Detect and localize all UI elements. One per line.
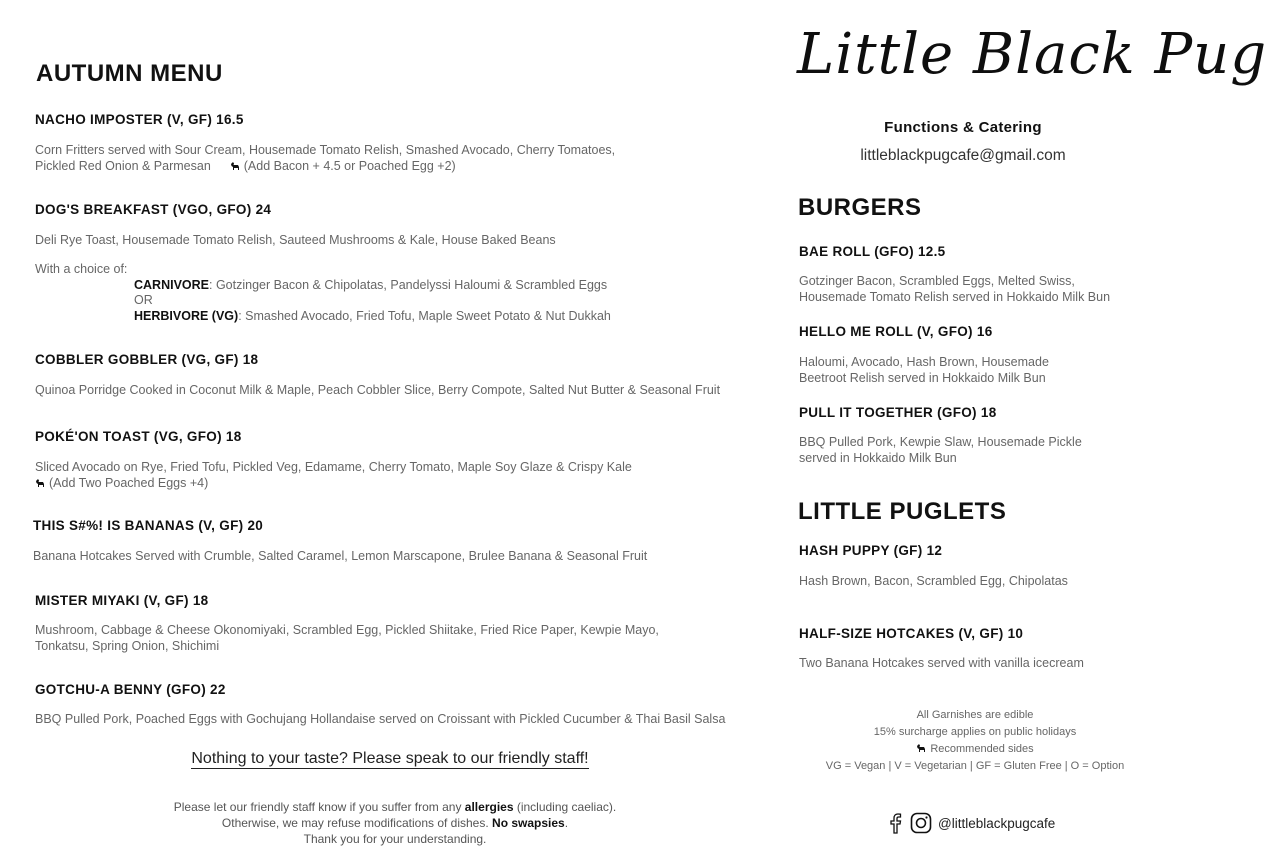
functions-label: Functions & Catering <box>884 119 1042 136</box>
choice-text: : Gotzinger Bacon & Chipolatas, Pandelyssi Haloumi & Scrambled Eggs <box>209 278 608 292</box>
menu-item-desc: Deli Rye Toast, Housemade Tomato Relish, Sauteed Mushrooms & Kale, House Baked Beans <box>35 233 556 247</box>
allergy-text: (including caeliac). <box>513 800 617 814</box>
pug-icon <box>35 478 45 488</box>
choice-or: OR <box>134 293 153 307</box>
note-line: VG = Vegan | V = Vegetarian | GF = Gluten Free | O = Option <box>825 760 1125 772</box>
desc-line <box>35 476 632 492</box>
desc-line: Sliced Avocado on Rye, Fried Tofu, Pickled Veg, Edamame, Cherry Tomato, Maple Soy Glaze & Crispy Kale <box>35 460 632 474</box>
desc-line: Gotzinger Bacon, Scrambled Eggs, Melted Swiss, <box>799 274 1075 288</box>
puglet-item-title: HALF-SIZE HOTCAKES (V, GF) 10 <box>799 626 1024 641</box>
desc-line: BBQ Pulled Pork, Kewpie Slaw, Housemade Pickle <box>799 435 1082 449</box>
social-links <box>888 810 1055 836</box>
desc-line: Mushroom, Cabbage & Cheese Okonomiyaki, Scrambled Egg, Pickled Shiitake, Fried Rice Paper, Kewpie Mayo, <box>35 623 659 637</box>
desc-addon: (Add Two Poached Eggs +4) <box>49 475 209 490</box>
menu-notes <box>790 707 1160 775</box>
burger-item-title: HELLO ME ROLL (V, GFO) 16 <box>799 324 993 339</box>
menu-item-desc: Banana Hotcakes Served with Crumble, Salted Caramel, Lemon Marscapone, Brulee Banana & Seasonal Fruit <box>33 549 648 563</box>
social-handle[interactable]: @littleblackpugcafe <box>938 815 1056 831</box>
allergy-text: Please let our friendly staff know if you suffer from any <box>173 800 465 814</box>
menu-title: AUTUMN MENU <box>36 60 223 87</box>
desc-line: served in Hokkaido Milk Bun <box>799 450 957 465</box>
menu-item-desc <box>35 143 615 174</box>
note-line <box>790 741 1160 758</box>
burger-item-title: PULL IT TOGETHER (GFO) 18 <box>799 405 997 420</box>
allergy-bold: No swapsies <box>492 816 565 830</box>
menu-item-desc: Quinoa Porridge Cooked in Coconut Milk & Maple, Peach Cobbler Slice, Berry Compote, Salted Nut Butter & Seasonal Fruit <box>35 383 721 397</box>
taste-note-text: Nothing to your taste? Please speak to our friendly staff! <box>191 750 589 767</box>
instagram-icon[interactable] <box>910 812 932 834</box>
pug-icon <box>916 743 926 753</box>
menu-item-desc: BBQ Pulled Pork, Poached Eggs with Gochujang Hollandaise served on Croissant with Pickled Cucumber & Thai Basil Salsa <box>35 712 726 726</box>
allergy-notice <box>0 799 790 847</box>
allergy-line: Thank you for your understanding. <box>303 832 487 846</box>
desc-line <box>35 159 615 175</box>
desc-line: Housemade Tomato Relish served in Hokkaido Milk Bun <box>799 289 1111 304</box>
menu-item-desc <box>35 460 632 491</box>
burger-item-title: BAE ROLL (GFO) 12.5 <box>799 244 946 259</box>
choice-label: HERBIVORE (VG) <box>134 309 239 323</box>
section-heading-burgers: BURGERS <box>798 194 922 221</box>
puglet-item-title: HASH PUPPY (GF) 12 <box>799 543 943 558</box>
allergy-line <box>0 815 790 831</box>
choice-herbivore <box>134 309 611 325</box>
allergy-text: . <box>564 816 569 830</box>
menu-item-title: MISTER MIYAKI (V, GF) 18 <box>35 593 209 608</box>
menu-item-title: GOTCHU-A BENNY (GFO) 22 <box>35 682 226 697</box>
desc-addon: (Add Bacon + 4.5 or Poached Egg +2) <box>243 158 456 173</box>
note-text: Recommended sides <box>930 743 1034 755</box>
burger-item-desc <box>799 435 1082 466</box>
email-link[interactable]: littleblackpugcafe@gmail.com <box>860 147 1066 164</box>
desc-line: Beetroot Relish served in Hokkaido Milk Bun <box>799 370 1046 385</box>
burger-item-desc <box>799 274 1110 305</box>
menu-item-title: COBBLER GOBBLER (VG, GF) 18 <box>35 352 259 367</box>
desc-line: Corn Fritters served with Sour Cream, Housemade Tomato Relish, Smashed Avocado, Cherry Tomatoes, <box>35 143 616 157</box>
choice-text: : Smashed Avocado, Fried Tofu, Maple Sweet Potato & Nut Dukkah <box>238 309 611 323</box>
allergy-line <box>0 799 790 815</box>
menu-item-title: NACHO IMPOSTER (V, GF) 16.5 <box>35 112 244 127</box>
brand-logo: Little Black Pug <box>797 22 1267 87</box>
menu-item-title: DOG'S BREAKFAST (VGO, GFO) 24 <box>35 202 272 217</box>
menu-item-title: THIS S#%! IS BANANAS (V, GF) 20 <box>33 518 264 533</box>
note-line: All Garnishes are edible <box>916 709 1034 721</box>
choice-carnivore <box>134 278 607 294</box>
allergy-text: Otherwise, we may refuse modifications of dishes. <box>221 816 493 830</box>
taste-note <box>0 750 780 768</box>
choice-intro: With a choice of: <box>35 262 128 276</box>
pug-icon <box>230 161 240 171</box>
section-heading-puglets: LITTLE PUGLETS <box>798 498 1007 525</box>
puglet-item-desc: Hash Brown, Bacon, Scrambled Egg, Chipolatas <box>799 574 1068 588</box>
burger-item-desc <box>799 355 1049 386</box>
puglet-item-desc: Two Banana Hotcakes served with vanilla icecream <box>799 656 1084 670</box>
desc-line: Haloumi, Avocado, Hash Brown, Housemade <box>799 355 1049 369</box>
menu-item-title: POKÉ'ON TOAST (VG, GFO) 18 <box>35 429 242 444</box>
desc-line: Tonkatsu, Spring Onion, Shichimi <box>35 638 220 653</box>
menu-item-desc <box>35 623 659 654</box>
facebook-icon[interactable] <box>888 812 904 834</box>
allergy-bold: allergies <box>464 800 514 814</box>
note-line: 15% surcharge applies on public holidays <box>873 726 1077 738</box>
choice-label: CARNIVORE <box>134 278 210 292</box>
desc-text: Pickled Red Onion & Parmesan <box>35 158 211 173</box>
